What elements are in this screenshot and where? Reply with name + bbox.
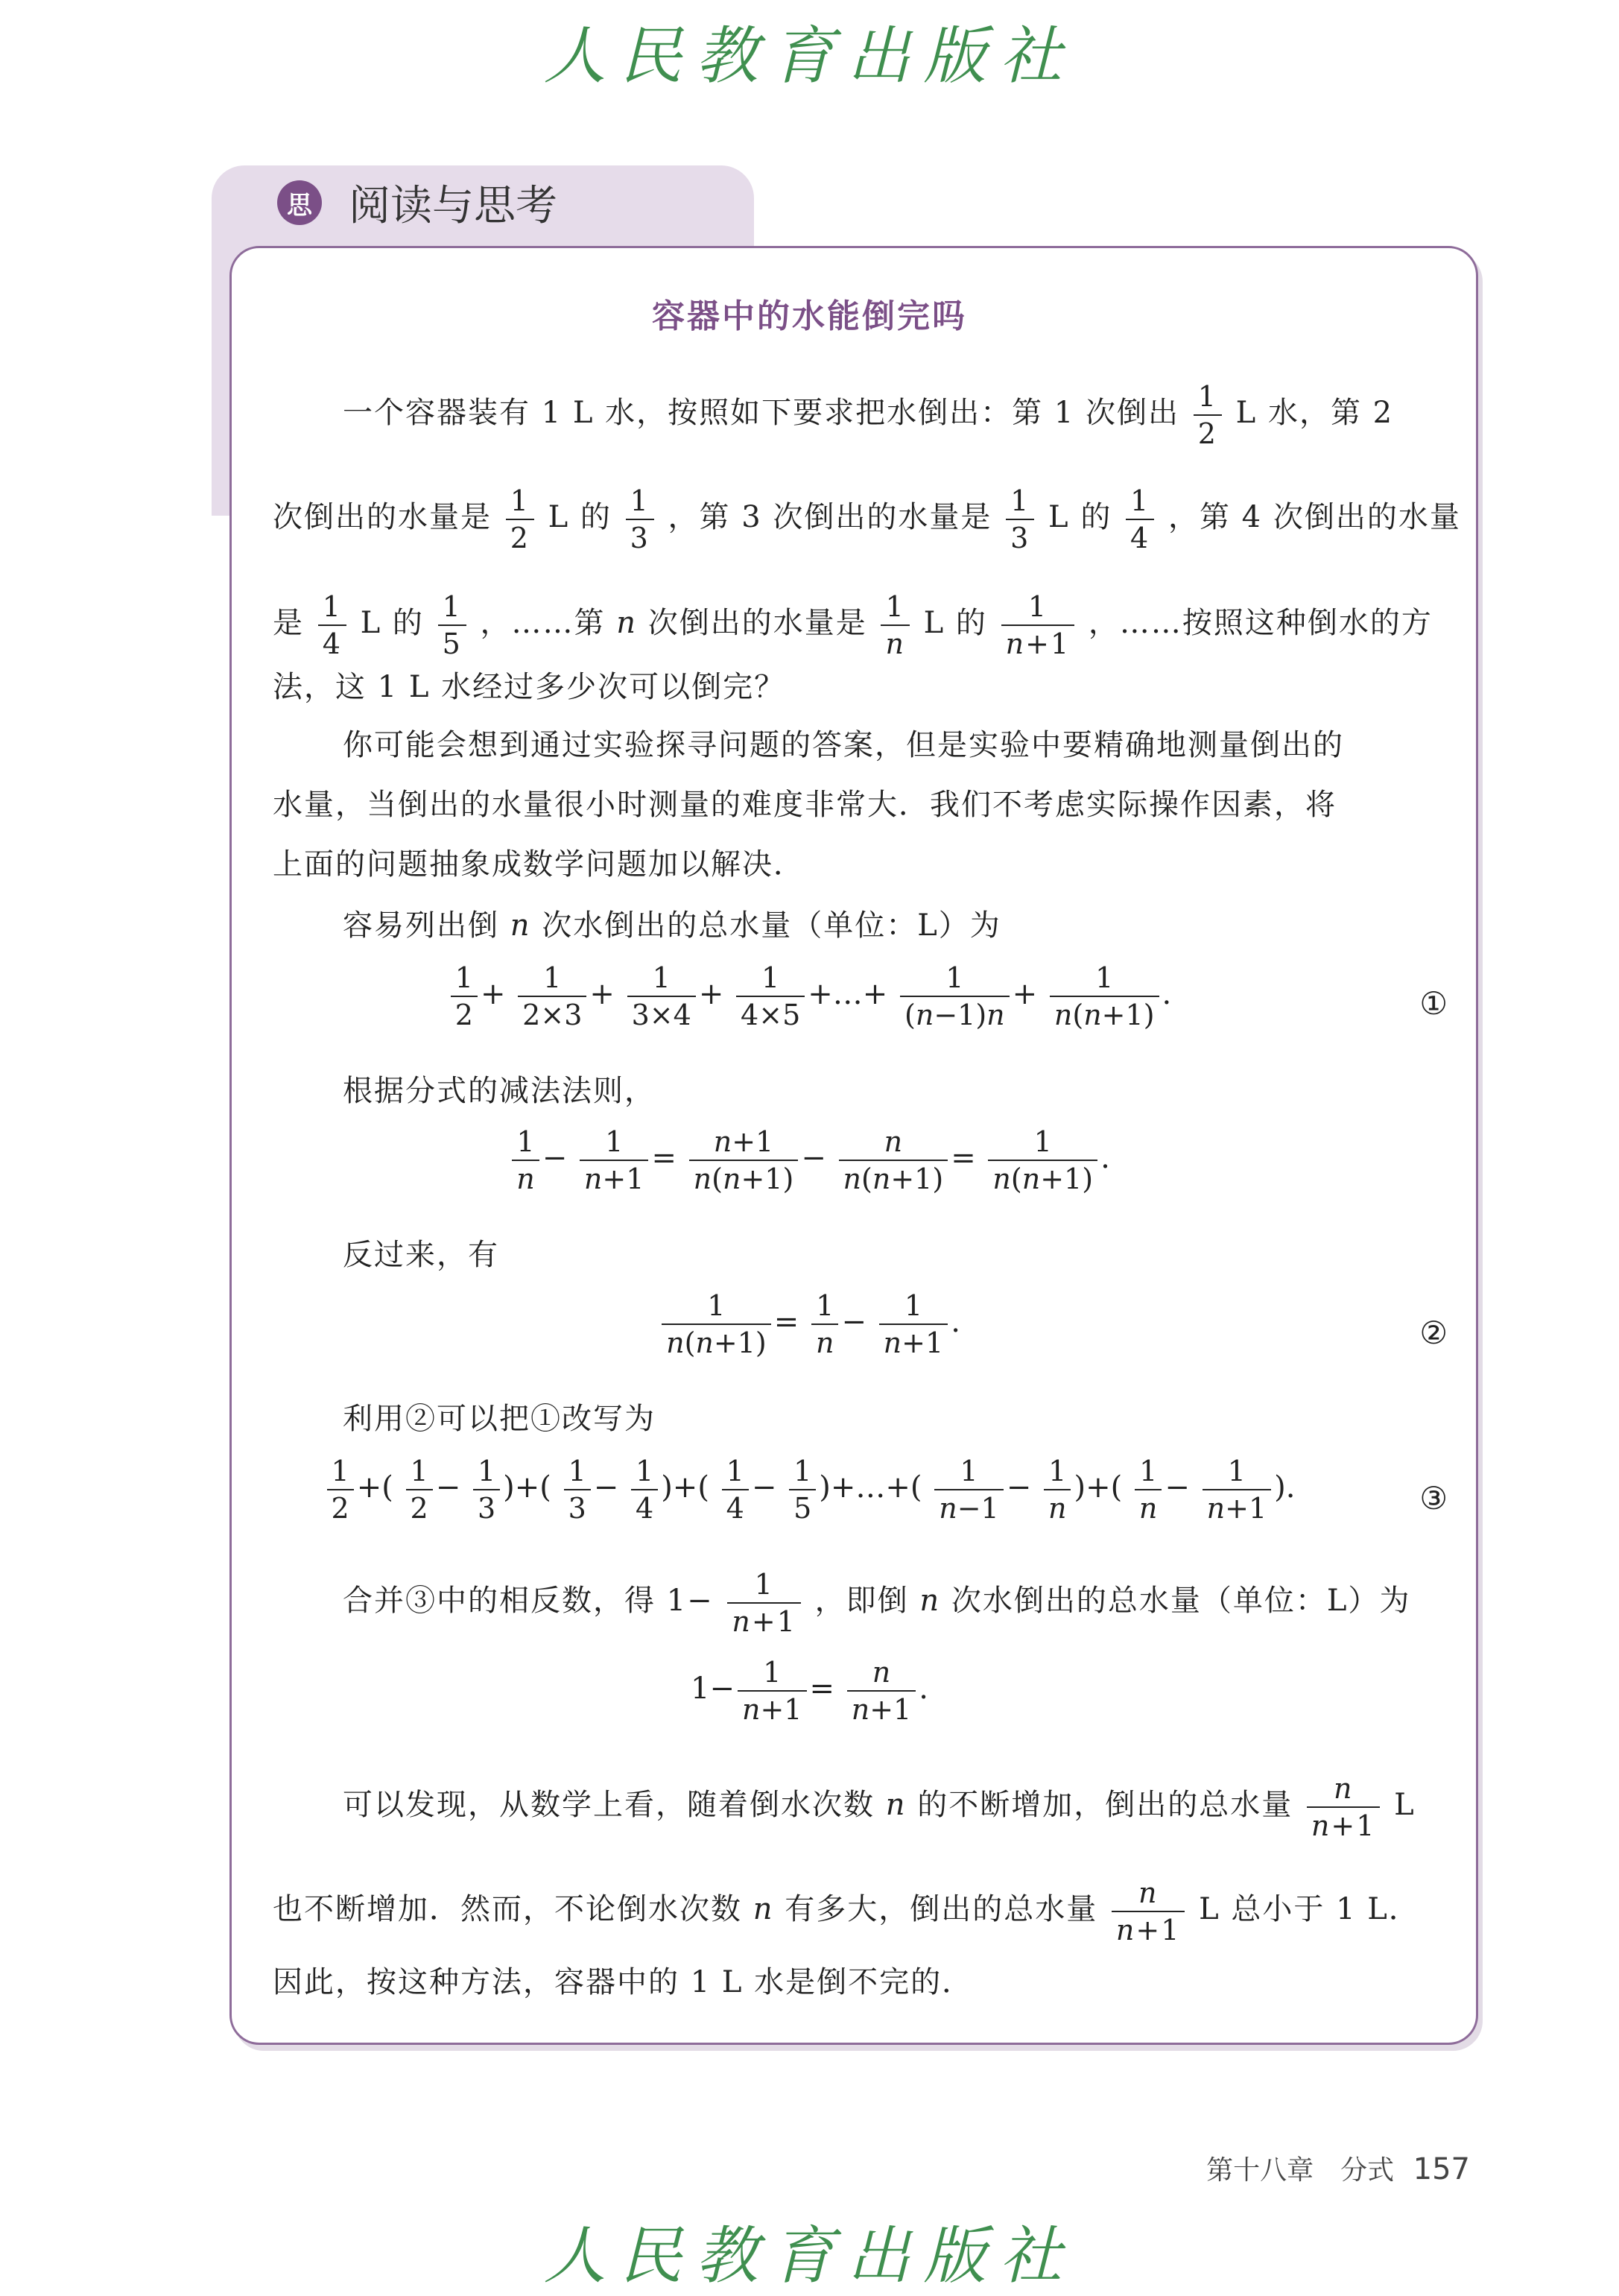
- paragraph-2-line-3: 上面的问题抽象成数学问题加以解决．: [273, 847, 805, 882]
- subtraction-identity: $\frac{1}{n}$ − $\frac{1}{n+1}$ = $\frac{n+1}{n(n+1)}$ − $\frac{n}{n(n+1)}$ = $\frac{1}{n(n+1)}$ .: [0, 1124, 1619, 1197]
- paragraph-2-line-2: 水量，当倒出的水量很小时测量的难度非常大．我们不考虑实际操作因素，将: [273, 788, 1337, 822]
- equation-3: $\frac{1}{2}$ +( $\frac{1}{2}$ − $\frac{1}{3}$ )+( $\frac{1}{3}$ − $\frac{1}{4}$ )+( $\frac{1}{4}$ − $\frac{1}{5}$ )+…+( $\frac{1}{n-1}$ − $\frac{1}{n}$ )+( $\frac{1}{n}$ − $\frac{1}{n+1}$ ).: [0, 1453, 1619, 1526]
- paragraph-3: 容易列出倒 n 次水倒出的总水量（单位：L）为: [343, 908, 1001, 943]
- publisher-watermark-bottom: 人民教育出版社: [543, 2219, 1076, 2292]
- article-title: 容器中的水能倒完吗: [652, 297, 967, 335]
- page-footer: [1206, 2149, 1470, 2187]
- equation-1: $\frac{1}{2}$ + $\frac{1}{2\times 3}$ + $\frac{1}{3\times 4}$ + $\frac{1}{4\times 5}$ +…+ $\frac{1}{(n-1)n}$ + $\frac{1}{n(n+1)}$ .: [0, 960, 1619, 1033]
- page-number: 157: [1413, 2152, 1470, 2186]
- total-water-equation: 1− $\frac{1}{n+1}$ = $\frac{n}{n+1}$ .: [691, 1656, 928, 1726]
- paragraph-4: 根据分式的减法法则，: [343, 1074, 656, 1108]
- paragraph-1-line-2: 次倒出的水量是 $\frac{1}{2}$ L 的 $\frac{1}{3}$ ，第 3 次倒出的水量是 $\frac{1}{3}$ L 的 $\frac{1}{4}$ ，第 4 次倒出的水量: [273, 484, 1461, 554]
- paragraph-5: 反过来，有: [343, 1238, 499, 1272]
- reading-icon: 思: [277, 180, 322, 225]
- paragraph-7: 合并③中的相反数，得 1− $\frac{1}{n+1}$ ，即倒 n 次水倒出的总水量（单位：L）为: [343, 1568, 1411, 1638]
- paragraph-8-line-1: 可以发现，从数学上看，随着倒水次数 n 的不断增加，倒出的总水量 $\frac{n}{n+1}$ L: [343, 1772, 1416, 1842]
- publisher-watermark-top: 人民教育出版社: [543, 19, 1076, 92]
- paragraph-2-line-1: 你可能会想到通过实验探寻问题的答案，但是实验中要精确地测量倒出的: [343, 728, 1344, 762]
- equation-2-label: ②: [1419, 1315, 1448, 1351]
- paragraph-8-line-2: 也不断增加．然而，不论倒水次数 n 有多大，倒出的总水量 $\frac{n}{n+1}$ L 总小于 1 L．: [273, 1876, 1420, 1946]
- paragraph-1-line-3: 是 $\frac{1}{4}$ L 的 $\frac{1}{5}$ ，……第 n 次倒出的水量是 $\frac{1}{n}$ L 的 $\frac{1}{n+1}$ ，……按照这种倒水的方: [273, 590, 1433, 660]
- equation-1-label: ①: [1419, 985, 1448, 1022]
- section-title: 阅读与思考: [349, 182, 557, 230]
- paragraph-1-line-1: 一个容器装有 1 L 水，按照如下要求把水倒出：第 1 次倒出 $\frac{1}{2}$ L 水，第 2: [343, 380, 1394, 450]
- paragraph-6: 利用②可以把①改写为: [343, 1402, 656, 1436]
- paragraph-1-line-4: 法，这 1 L 水经过多少次可以倒完？: [273, 670, 786, 704]
- equation-2: $\frac{1}{n(n+1)}$ = $\frac{1}{n}$ − $\frac{1}{n+1}$ .: [0, 1288, 1619, 1361]
- paragraph-8-line-3: 因此，按这种方法，容器中的 1 L 水是倒不完的．: [273, 1965, 974, 1999]
- equation-3-label: ③: [1419, 1480, 1448, 1517]
- chapter-label: 第十八章 分式: [1206, 2155, 1395, 2186]
